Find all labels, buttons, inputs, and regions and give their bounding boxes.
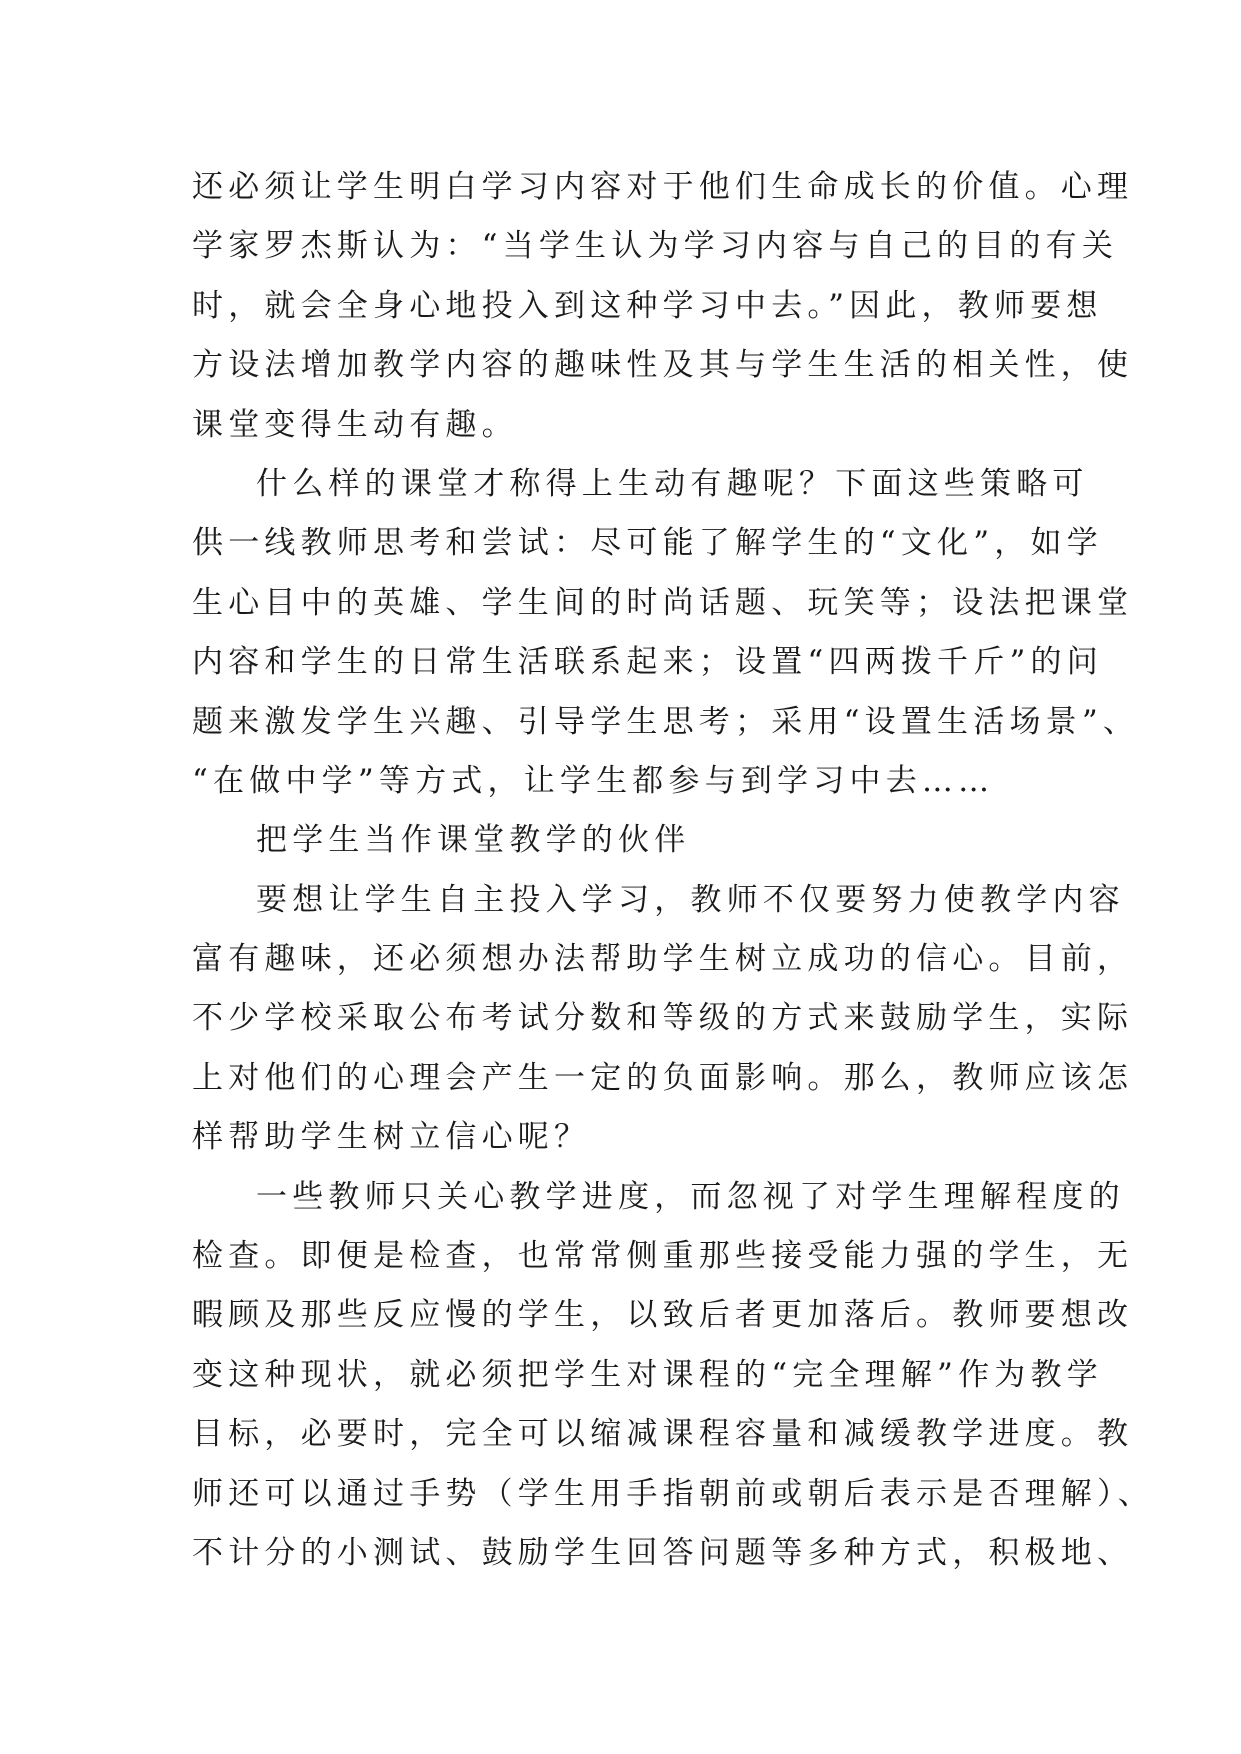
text-line: 还必须让学生明白学习内容对于他们生命成长的价值。心理 <box>192 169 1134 205</box>
text-line: 上对他们的心理会产生一定的负面影响。那么，教师应该怎 <box>192 1059 1134 1096</box>
text-line: 暇顾及那些反应慢的学生，以致后者更加落后。教师要想改 <box>192 1297 1134 1334</box>
text-line: 生心目中的英雄、学生间的时尚话题、玩笑等；设法把课堂 <box>192 584 1134 621</box>
text-line: 目标，必要时，完全可以缩减课程容量和减缓教学进度。教 <box>192 1416 1134 1453</box>
text-line: 课堂变得生动有趣。 <box>192 406 518 443</box>
text-line: 变这种现状，就必须把学生对课程的“完全理解”作为教学 <box>192 1356 1103 1393</box>
text-line: 富有趣味，还必须想办法帮助学生树立成功的信心。目前， <box>192 941 1134 978</box>
section-heading: 把学生当作课堂教学的伙伴 <box>256 822 691 859</box>
text-line: 时，就会全身心地投入到这种学习中去。”因此，教师要想 <box>192 287 1103 324</box>
text-line: 题来激发学生兴趣、引导学生思考；采用“设置生活场景”、 <box>192 703 1140 740</box>
text-line: 方设法增加教学内容的趣味性及其与学生生活的相关性，使 <box>192 347 1134 384</box>
paragraph-start-line: 什么样的课堂才称得上生动有趣呢？下面这些策略可 <box>256 465 1089 502</box>
text-line: 不计分的小测试、鼓励学生回答问题等多种方式，积极地、 <box>192 1534 1134 1571</box>
document-body <box>192 158 1154 1583</box>
text-line: 内容和学生的日常生活联系起来；设置“四两拨千斤”的问 <box>192 644 1103 681</box>
text-line: 学家罗杰斯认为：“当学生认为学习内容与自己的目的有关 <box>192 228 1119 265</box>
text-line: 不少学校采取公布考试分数和等级的方式来鼓励学生，实际 <box>192 1000 1134 1037</box>
text-line: 供一线教师思考和尝试：尽可能了解学生的“文化”，如学 <box>192 525 1103 562</box>
text-line: 检查。即便是检查，也常常侧重那些接受能力强的学生，无 <box>192 1238 1134 1275</box>
paragraph-start-line: 一些教师只关心教学进度，而忽视了对学生理解程度的 <box>256 1178 1125 1215</box>
paragraph-start-line: 要想让学生自主投入学习，教师不仅要努力使教学内容 <box>256 881 1125 918</box>
text-line: “在做中学”等方式，让学生都参与到学习中去…… <box>192 762 995 799</box>
text-line: 师还可以通过手势（学生用手指朝前或朝后表示是否理解）、 <box>192 1475 1154 1512</box>
text-line: 样帮助学生树立信心呢？ <box>192 1119 591 1156</box>
